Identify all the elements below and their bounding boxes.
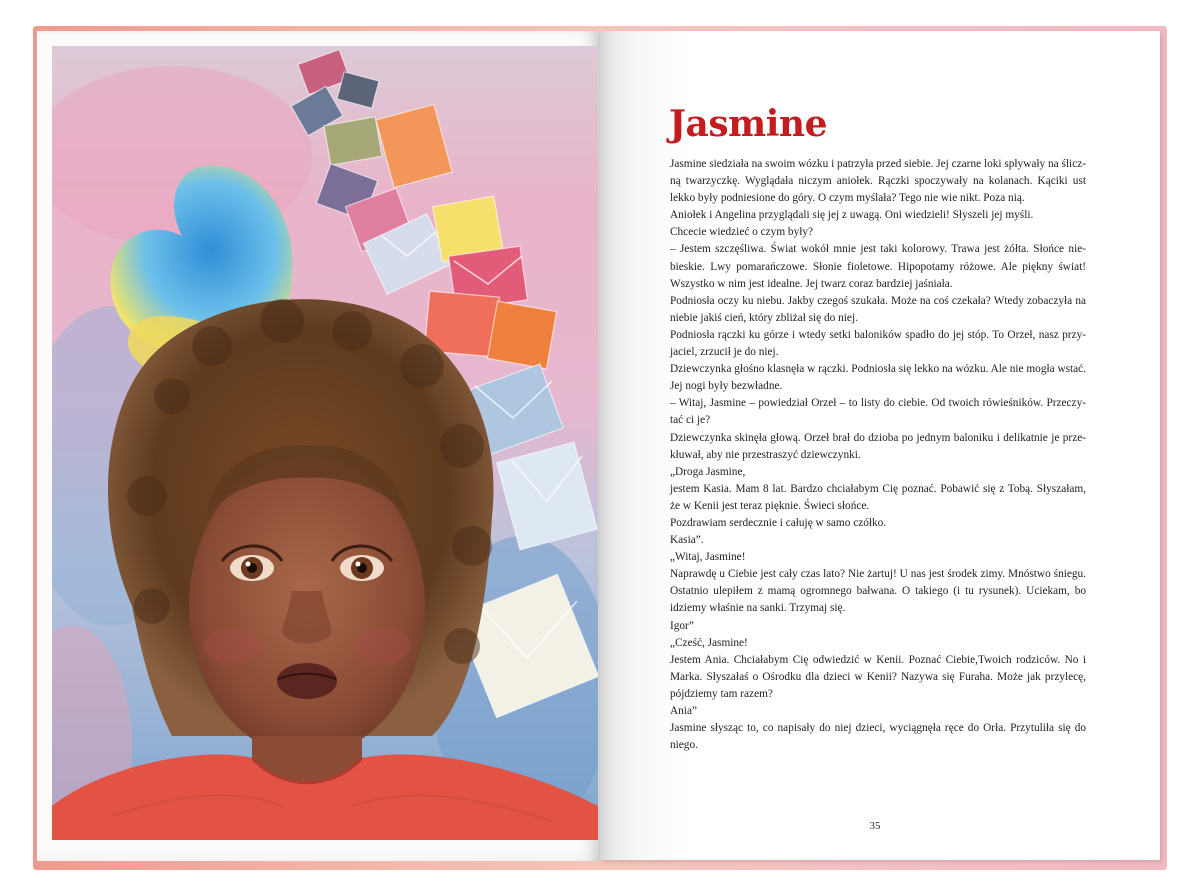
- paragraph: – Witaj, Jasmine – powiedział Orzeł – to listy do ciebie. Od twoich rówieśników. Przeczytać ci je?: [670, 397, 1086, 427]
- paragraph: „Droga Jasmine,: [670, 465, 746, 478]
- paragraph: „Cześć, Jasmine!: [670, 636, 748, 649]
- paragraph: Podniosła oczy ku niebu. Jakby czegoś szukała. Może na coś czekała? Wtedy zobaczyła na niebie jakiś cień, który zbliżał się do niej.: [670, 294, 1086, 324]
- paragraph: Dziewczynka skinęła głową. Orzeł brał do dzioba po jednym baloniku i delikatnie je przekłuwał, aby nie przestraszyć dziewczynki.: [670, 431, 1086, 461]
- paragraph: Ania”: [670, 705, 697, 717]
- paragraph: jestem Kasia. Mam 8 lat. Bardzo chciałabym Cię poznać. Pobawić się z Tobą. Słyszałam, że w Kenii jest teraz pięknie. Świeci słońce.: [670, 482, 1086, 512]
- paragraph: Jasmine siedziała na swoim wózku i patrzyła przed siebie. Jej czarne loki spływały na śliczną twarzyczkę. Wyglądała niczym aniołek. Rączki spoczywały na kolanach. Kąciki ust lekko były podniesione do góry. O czym myślała? Tego nie wie nikt. Poza nią.: [670, 158, 1086, 205]
- paragraph: Jestem Ania. Chciałabym Cię odwiedzić w Kenii. Poznać Ciebie,Twoich rodziców. No i Marka. Słyszałaś o Ośrodku dla dzieci w Kenii? Nazywa się Furaha. Może jak przylecę, pójdziemy tam razem?: [670, 653, 1086, 700]
- paragraph: Kasia”.: [670, 534, 704, 547]
- paragraph: Pozdrawiam serdecznie i całuję w samo czółko.: [670, 516, 887, 529]
- paragraph: Dziewczynka głośno klasnęła w rączki. Podniosła się lekko na wózku. Ale nie mogła wstać. Jej nogi były bezwładne.: [670, 363, 1086, 393]
- paragraph: – Jestem szczęśliwa. Świat wokół mnie jest taki kolorowy. Trawa jest żółta. Słońce niebieskie. Lwy pomarańczowe. Słonie fioletowe. Hipopotamy różowe. Ale piękny świat! Wszystko w nim jest idealne. Jej twarz coraz bardziej jaśniała.: [670, 243, 1086, 290]
- watercolor-illustration: [52, 46, 598, 840]
- paragraph: Naprawdę u Ciebie jest cały czas lato? Nie żartuj! U nas jest środek zimy. Mnóstwo śniegu. Ostatnio ulepiłem z mamą ogromnego bałwana. O takiego (i tu rysunek). Uciekam, bo idziemy właśnie na sanki. Trzymaj się.: [670, 568, 1086, 615]
- paragraph: Igor”: [670, 619, 694, 632]
- story-text: [670, 156, 1086, 754]
- paragraph: Chcecie wiedzieć o czym były?: [670, 226, 814, 239]
- paragraph: Podniosła rączki ku górze i wtedy setki baloników spadło do jej stóp. To Orzeł, nasz przyjaciel, zrzucił je do niej.: [670, 328, 1086, 359]
- paragraph: Aniołek i Angelina przyglądali się jej z uwagą. Oni wiedzieli! Słyszeli jej myśli.: [670, 209, 1034, 222]
- page-number: 35: [869, 820, 881, 832]
- paragraph: Jasmine słysząc to, co napisały do niej dzieci, wyciągnęła ręce do Orła. Przytuliła się do niego.: [670, 722, 1086, 752]
- paragraph: „Witaj, Jasmine!: [670, 551, 746, 564]
- girl-with-butterfly-and-envelopes-picture: [52, 46, 598, 840]
- chapter-title: Jasmine: [669, 103, 827, 145]
